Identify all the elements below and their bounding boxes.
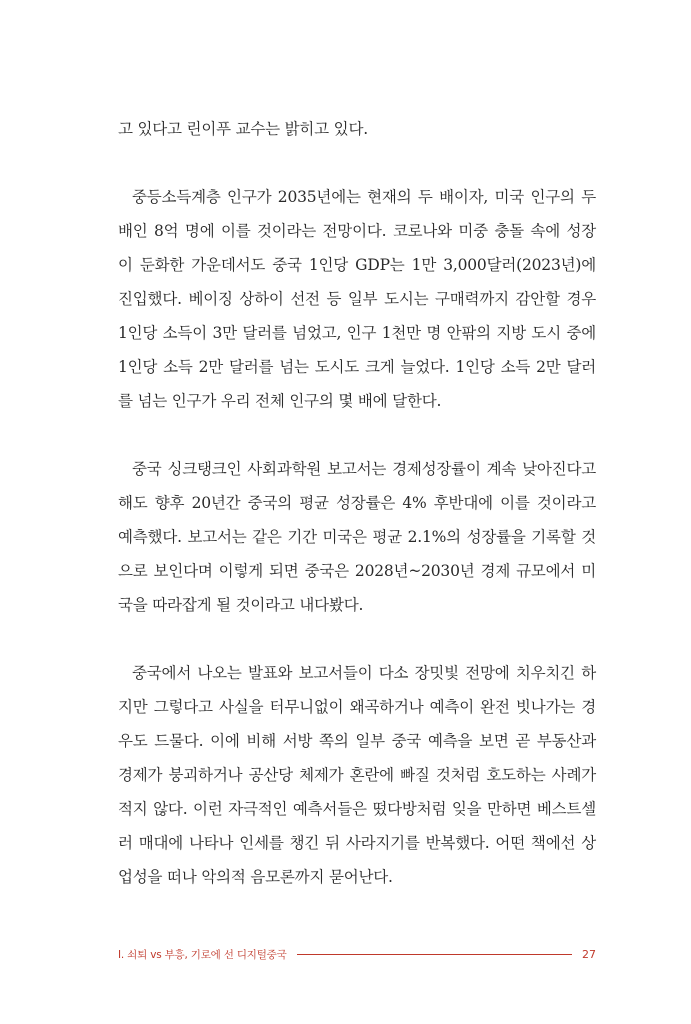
running-footer xyxy=(118,944,596,964)
text-line: 예측했다. 보고서는 같은 기간 미국은 평균 2.1%의 성장률을 기록할 것 xyxy=(118,528,596,546)
text-line: 국을 따라잡게 될 것이라고 내다봤다. xyxy=(118,596,364,614)
text-line: 업성을 떠나 악의적 음모론까지 묻어난다. xyxy=(118,868,393,886)
text-line: 경제가 붕괴하거나 공산당 체제가 혼란에 빠질 것처럼 호도하는 사례가 xyxy=(118,766,596,784)
paragraph-2 xyxy=(118,180,596,418)
text-line: 배인 8억 명에 이를 것이라는 전망이다. 코로나와 미중 충돌 속에 성장 xyxy=(118,222,596,240)
text-line: 이 둔화한 가운데서도 중국 1인당 GDP는 1만 3,000달러(2023년)에 xyxy=(118,256,596,274)
text-line: 해도 향후 20년간 중국의 평균 성장률은 4% 후반대에 이를 것이라고 xyxy=(118,494,596,512)
paragraph-gap xyxy=(118,622,596,656)
paragraph-4 xyxy=(118,656,596,894)
footer-rule xyxy=(297,954,572,955)
text-line: 1인당 소득 2만 달러를 넘는 도시도 크게 늘었다. 1인당 소득 2만 달러 xyxy=(118,358,596,376)
body-text xyxy=(118,112,596,894)
text-line: 고 있다고 린이푸 교수는 밝히고 있다. xyxy=(118,120,368,138)
text-line: 으로 보인다며 이렇게 되면 중국은 2028년~2030년 경제 규모에서 미 xyxy=(118,562,596,580)
text-line: 1인당 소득이 3만 달러를 넘었고, 인구 1천만 명 안팎의 지방 도시 중에 xyxy=(118,324,596,342)
paragraph-gap xyxy=(118,418,596,452)
text-line: 중국 싱크탱크인 사회과학원 보고서는 경제성장률이 계속 낮아진다고 xyxy=(132,460,596,478)
text-line: 러 매대에 나타나 인세를 챙긴 뒤 사라지기를 반복했다. 어떤 책에선 상 xyxy=(118,834,596,852)
text-line: 지만 그렇다고 사실을 터무니없이 왜곡하거나 예측이 완전 빗나가는 경 xyxy=(118,698,596,716)
text-line: 를 넘는 인구가 우리 전체 인구의 몇 배에 달한다. xyxy=(118,392,442,410)
text-line: 중등소득계층 인구가 2035년에는 현재의 두 배이자, 미국 인구의 두 xyxy=(132,188,596,206)
paragraph-gap xyxy=(118,146,596,180)
text-line: 적지 않다. 이런 자극적인 예측서들은 떴다방처럼 잊을 만하면 베스트셀 xyxy=(118,800,596,818)
text-line: 우도 드물다. 이에 비해 서방 쪽의 일부 중국 예측을 보면 곧 부동산과 xyxy=(118,732,596,750)
chapter-title: I. 쇠퇴 vs 부흥, 기로에 선 디지털중국 xyxy=(118,948,287,961)
text-line: 진입했다. 베이징 상하이 선전 등 일부 도시는 구매력까지 감안할 경우 xyxy=(118,290,596,308)
paragraph-1 xyxy=(118,112,596,146)
paragraph-3 xyxy=(118,452,596,622)
page-number: 27 xyxy=(582,947,596,961)
text-line: 중국에서 나오는 발표와 보고서들이 다소 장밋빛 전망에 치우치긴 하 xyxy=(132,664,596,682)
